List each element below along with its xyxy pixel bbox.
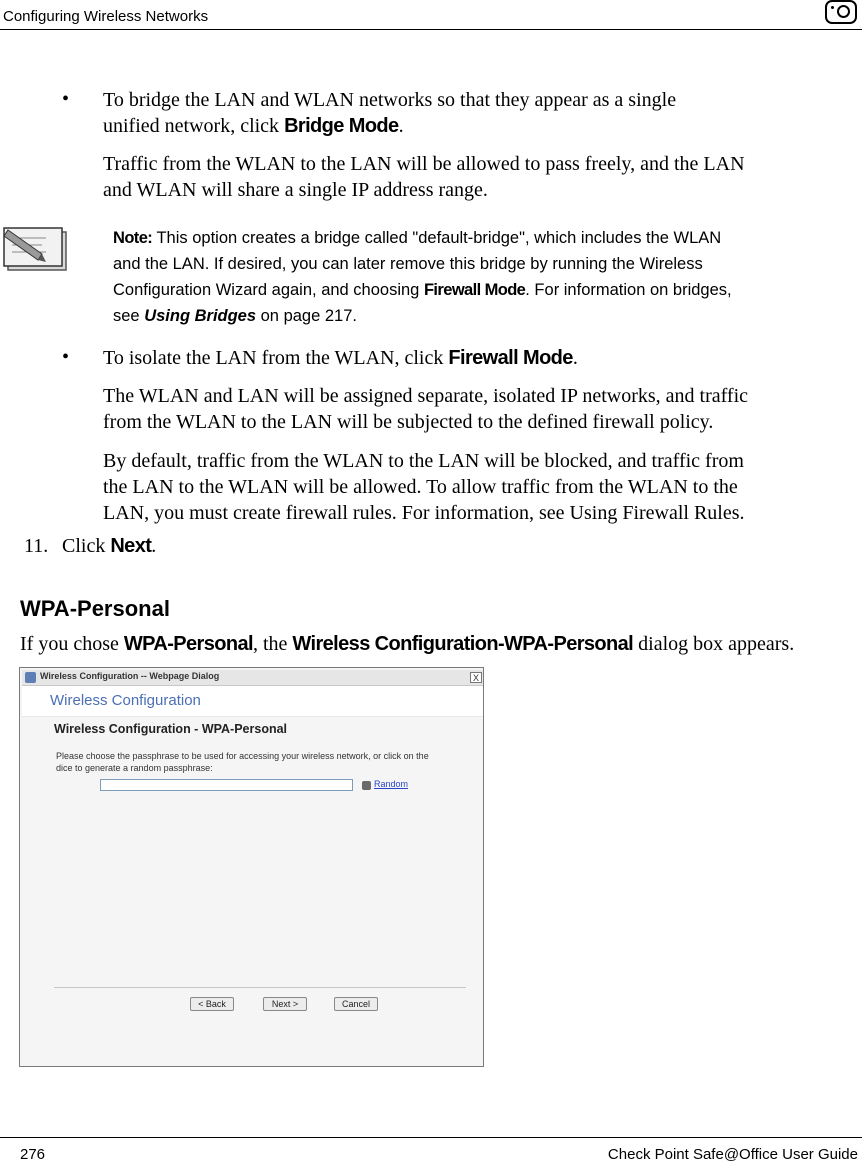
page-number: 276 [20,1146,46,1163]
dialog-description-line-2: dice to generate a random passphrase: [56,763,213,773]
dialog-window-title: Wireless Configuration -- Webpage Dialog [40,671,220,681]
dialog-header [22,686,483,716]
section-intro [20,631,794,657]
note-line-4-end: on page 217. [256,307,357,325]
note-line-2: and the LAN. If desired, you can later remove this bridge by running the Wireless [113,255,703,273]
default-policy-line-1: By default, traffic from the WLAN to the LAN will be blocked, and traffic from [103,450,744,472]
note-label: Note: [113,229,153,247]
bullet-marker: • [62,346,70,368]
wpa-personal-dialog-screenshot [19,667,484,1067]
step-11-label: Click [62,535,111,557]
footer-divider [0,1137,862,1138]
firewall-mode-label: Firewall Mode [448,347,573,369]
section-heading: WPA-Personal [20,596,170,621]
note-block [113,225,833,329]
dialog-description [56,750,476,774]
dialog-titlebar [22,670,483,686]
default-policy-line-3: LAN, you must create firewall rules. For information, see Using Firewall Rules. [103,502,745,524]
back-button[interactable]: < Back [190,997,234,1011]
bullet-2-line-1 [103,345,578,371]
bullet-1-line-1: To bridge the LAN and WLAN networks so that they appear as a single [103,89,677,111]
intro-text: If you chose [20,633,124,655]
firewall-mode-description-line-1: The WLAN and LAN will be assigned separate, isolated IP networks, and traffic [103,385,748,407]
cancel-button[interactable]: Cancel [334,997,378,1011]
header-divider [0,29,862,30]
bullet-2-period: . [572,347,578,369]
bullet-1-line-2 [103,113,404,139]
bullet-1-period: . [398,115,404,137]
note-line-4 [113,303,833,329]
random-link[interactable]: Random [374,779,409,789]
firewall-mode-description-line-2: from the WLAN to the LAN will be subjected to the defined firewall policy. [103,411,714,433]
bullet-2-text: To isolate the LAN from the WLAN, click [103,347,449,369]
check-point-logo-icon [825,0,857,24]
note-line-1-text: This option creates a bridge called "default-bridge", which includes the WLAN [152,229,722,247]
window-icon [25,672,36,683]
note-line-4-text: see [113,307,145,325]
dialog-description-line-1: Please choose the passphrase to be used for accessing your wireless network, or click on the [56,751,429,761]
note-line-3-text: Configuration Wizard again, and choosing [113,281,424,299]
dialog-name-label: Wireless Configuration-WPA-Personal [292,633,634,655]
step-11-text [62,533,156,559]
dice-icon[interactable] [362,781,371,790]
dialog-separator [54,987,466,988]
intro-end: dialog box appears. [633,633,795,655]
next-button[interactable]: Next > [263,997,307,1011]
default-policy-line-2: the LAN to the WLAN will be allowed. To allow traffic from the WLAN to the [103,476,738,498]
dialog-header-title: Wireless Configuration [50,692,201,709]
note-line-3 [113,277,833,303]
guide-title: Check Point Safe@Office User Guide [607,1146,858,1163]
firewall-mode-label: Firewall Mode [423,281,526,299]
bridge-mode-description-line-2: and WLAN will share a single IP address range. [103,179,488,201]
note-pencil-icon [2,224,68,272]
note-line-1 [113,225,833,251]
step-11-period: . [151,535,157,557]
note-line-3-end: . For information on bridges, [525,281,732,299]
intro-mid: , the [252,633,293,655]
step-number: 11. [24,535,49,557]
bullet-1-text: unified network, click [103,115,285,137]
passphrase-input[interactable] [100,779,353,791]
next-label: Next [110,535,152,557]
dialog-body [22,716,483,1066]
page-header-title: Configuring Wireless Networks [3,8,209,25]
close-icon[interactable]: X [470,672,482,683]
bridge-mode-description-line-1: Traffic from the WLAN to the LAN will be allowed to pass freely, and the LAN [103,153,745,175]
using-bridges-link[interactable]: Using Bridges [144,307,257,325]
wpa-personal-label: WPA-Personal [123,633,253,655]
bridge-mode-label: Bridge Mode [284,115,399,137]
bullet-marker: • [62,88,70,110]
dialog-subtitle: Wireless Configuration - WPA-Personal [54,722,288,736]
